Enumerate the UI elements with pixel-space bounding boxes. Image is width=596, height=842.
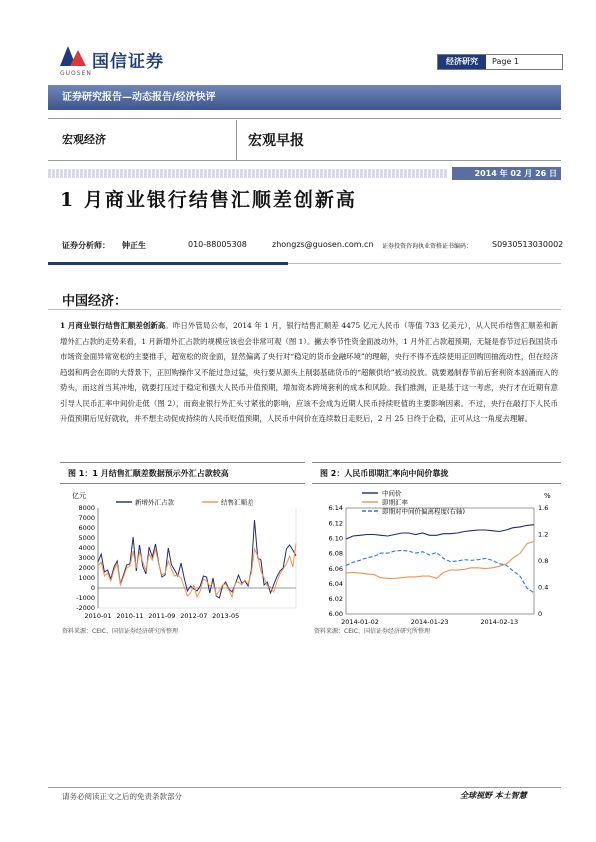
x-tick-label: 2012-07 (180, 612, 208, 620)
logo-name: 国信证券 (92, 52, 164, 72)
series-line-2 (346, 541, 534, 578)
report-banner: 证券研究报告—动态报告/经济快评 (48, 85, 561, 110)
divider (48, 118, 561, 119)
figure2-title: 图 2：人民币即期汇率向中间价靠拢 (312, 462, 561, 484)
series-line-3 (346, 550, 534, 592)
y-tick-label: 1000 (78, 574, 95, 583)
y-tick-label: 2000 (78, 564, 95, 573)
body-text: 。昨日外管局公布，2014 年 1 月，银行结售汇顺差 4475 亿元人民币（等值 733 亿美元），从人民币结售汇顺差和新增外汇占款的走势来看，1 月新增外汇占款的规模应该也会非常可观（图 1）。撇去季节性资金面波动外，1 月外汇占款超预期，无疑是春节过后我国货币市场资金面异常宽松的主要推手，超宽松的资金面，显然偏离了央行对“稳定的货币金融环境”的理解，央行不得不连续使用正回购回抽流动性，但在经济趋弱和两会在即的大背景下，正回购操作又不能过急过猛，央行要从源头上削弱基础货币的“超额供给”被动投放。就要遏制春节前后套利资本汹涌而入的势头，而这首当其冲地，就要打压过于稳定和强大人民币升值预期，增加资本跨境套利的成本和风险。我们推测，正是基于这一考虑，央行才在近期有意引导人民币汇率中间价走低（图 2），而商业银行外汇头寸紧张的影响，应该不会成为近期人民币持续贬值的主要影响因素。不过，央行在敲打下人民币升值预期后见好就收，并不想主动促成持续的人民币贬值预期，人民币中间价在连续数日走贬后，2 月 25 日终于企稳，正可从这一角度去理解。 (60, 321, 558, 423)
x-tick-label: 2013-05 (212, 612, 240, 620)
y-right-tick-label: 0.8 (538, 557, 549, 566)
report-date: 2014 年 02 月 26 日 (452, 167, 561, 180)
y-tick-label: 5000 (78, 534, 95, 543)
x-tick-label: 2014-02-13 (480, 618, 519, 626)
plot-frame (346, 508, 534, 614)
section-heading: 中国经济： (62, 294, 128, 309)
y-left-tick-label: 6.00 (328, 610, 343, 619)
body-paragraph (60, 318, 558, 427)
y-tick-label: 8000 (78, 504, 95, 513)
footer-disclaimer: 请务必阅读正文之后的免责条款部分 (62, 792, 182, 801)
x-tick-label: 2010-01 (84, 612, 112, 620)
y-left-tick-label: 6.06 (328, 564, 343, 573)
y-tick-label: 0 (90, 584, 95, 593)
y-tick-label: 6000 (78, 524, 95, 533)
guosen-logo-icon (58, 44, 88, 68)
header-box (437, 54, 563, 70)
analyst-email: zhongzs@guosen.com.cn (272, 240, 374, 249)
y-left-tick-label: 6.14 (328, 504, 343, 513)
body-lead: 1 月商业银行结售汇顺差创新高 (60, 321, 166, 330)
figure1-chart (60, 486, 305, 622)
x-tick-label: 2014-01-02 (341, 618, 379, 626)
footer-divider (48, 787, 561, 788)
x-tick-label: 2010-11 (116, 612, 144, 620)
divider (48, 160, 561, 161)
license-label: 证券投资咨询执业资格证书编码： (382, 243, 473, 250)
y-left-tick-label: 6.12 (328, 519, 343, 528)
license-number: S0930513030002 (492, 240, 564, 249)
divider (288, 263, 561, 264)
legend-label: 中间价 (382, 489, 402, 498)
section-right: 宏观早报 (248, 133, 304, 149)
figure1-unit: 亿元 (72, 492, 86, 500)
y-right-tick-label: 0.4 (538, 583, 549, 592)
y-tick-label: 3000 (78, 554, 95, 563)
legend-label: 结售汇顺差 (221, 498, 254, 507)
series-line-2 (98, 543, 296, 597)
vertical-divider (236, 120, 237, 160)
page-title: 1 月商业银行结售汇顺差创新高 (60, 189, 357, 211)
date-stripe (48, 169, 448, 178)
footer-slogan: 全球视野 本土智慧 (460, 790, 527, 800)
figure2-source: 资料来源：CEIC、国信证券经济研究所整理 (314, 628, 430, 635)
analyst-name: 钟正生 (122, 240, 146, 250)
divider (48, 262, 288, 265)
figure1-source: 资料来源：CEIC、国信证券经济研究所整理 (62, 628, 178, 635)
y-tick-label: -1000 (76, 594, 95, 603)
figure2-unit: % (544, 492, 551, 500)
analyst-label: 证券分析师： (62, 240, 110, 250)
y-left-tick-label: 6.02 (328, 595, 343, 604)
y-right-tick-label: 1.2 (538, 530, 549, 539)
section-left: 宏观经济 (62, 133, 106, 146)
logo-subtitle: GUOSEN (60, 70, 92, 77)
y-left-tick-label: 6.10 (328, 534, 343, 543)
y-tick-label: 4000 (78, 544, 95, 553)
divider (48, 309, 561, 310)
y-left-tick-label: 6.08 (328, 549, 343, 558)
y-tick-label: -2000 (76, 604, 95, 613)
legend-label: 新增外汇占款 (135, 498, 174, 507)
series-line-1 (346, 525, 534, 539)
y-right-tick-label: 1.6 (538, 504, 549, 513)
figure1-title: 图 1：1 月结售汇顺差数据预示外汇占款较高 (60, 462, 305, 484)
x-tick-label: 2014-01-23 (410, 618, 449, 626)
y-right-tick-label: 0 (538, 610, 543, 619)
y-left-tick-label: 6.04 (328, 579, 343, 588)
x-tick-label: 2011-09 (148, 612, 176, 620)
legend-label: 即期汇率 (382, 498, 408, 507)
y-tick-label: 7000 (78, 514, 95, 523)
series-line-1 (98, 520, 296, 598)
figure2-chart (312, 486, 561, 626)
legend-label: 即期对中间价偏离程度(右轴) (382, 507, 466, 516)
analyst-phone: 010-88005308 (188, 240, 247, 249)
page-number: Page 1 (492, 57, 519, 66)
report-tag: 经济研究 (438, 55, 486, 69)
